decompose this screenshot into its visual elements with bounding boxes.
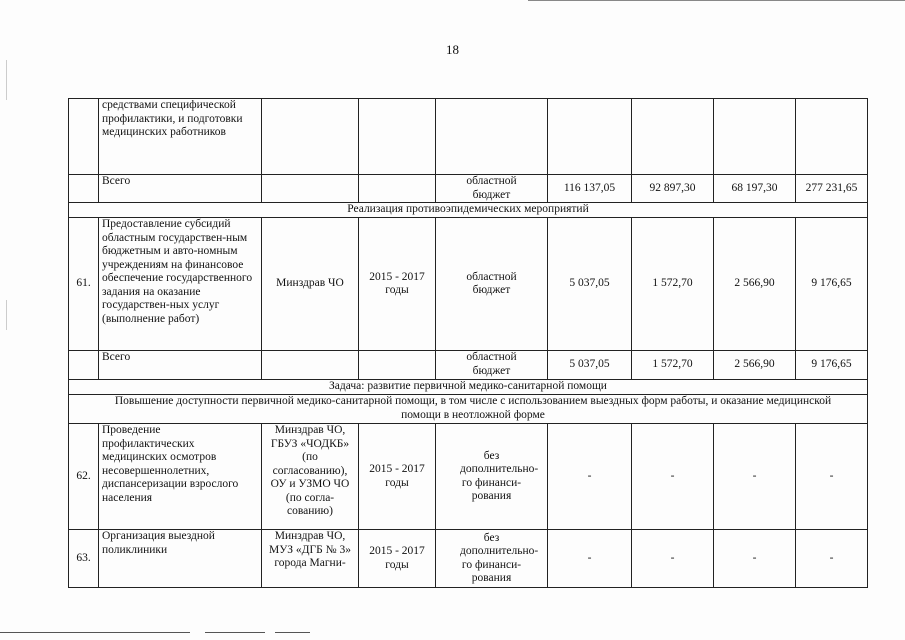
action-cell: Проведение профилактических медицинских осмотров несовершеннолетних, диспансеризации взрослого населения <box>99 424 262 530</box>
bottom-rule <box>0 632 190 633</box>
value-2017: 2 566,90 <box>714 218 796 351</box>
table-row <box>69 99 868 175</box>
value-total: - <box>796 424 868 530</box>
bottom-rule <box>205 632 265 633</box>
task-heading: Задача: развитие первичной медико-санитарной помощи <box>69 380 868 395</box>
scan-margin-mark <box>6 300 7 330</box>
value-2016: 1 572,70 <box>632 218 714 351</box>
row-number: 63. <box>69 530 99 588</box>
value-2015: 5 037,05 <box>548 218 632 351</box>
executor-cell: Минздрав ЧО, МУЗ «ДГБ № 3» города Магни- <box>262 530 359 588</box>
value-2015: - <box>548 530 632 588</box>
value-2016: 92 897,30 <box>632 175 714 203</box>
value-2015: 5 037,05 <box>548 351 632 380</box>
value-total: 277 231,65 <box>796 175 868 203</box>
funding-source: без дополнительно-го финанси-рования <box>436 424 548 530</box>
value-2016: - <box>632 530 714 588</box>
row-number: 61. <box>69 218 99 351</box>
value-2017: 68 197,30 <box>714 175 796 203</box>
scan-margin-mark <box>6 60 7 100</box>
funding-source: без дополнительно-го финанси-рования <box>436 530 548 588</box>
section-row <box>69 203 868 218</box>
period-cell: 2015 - 2017 годы <box>359 218 436 351</box>
value-2016: - <box>632 424 714 530</box>
executor-cell: Минздрав ЧО, ГБУЗ «ЧОДКБ» (по согласованию), ОУ и УЗМО ЧО (по согла-сованию) <box>262 424 359 530</box>
executor-cell: Минздрав ЧО <box>262 218 359 351</box>
period-cell: 2015 - 2017 годы <box>359 424 436 530</box>
table-row <box>69 218 868 351</box>
action-cell: Организация выездной поликлиники <box>99 530 262 588</box>
page-number: 18 <box>446 42 459 57</box>
action-cell: средствами специфической профилактики, и подготовки медицинских работников <box>99 99 262 175</box>
row-number: 62. <box>69 424 99 530</box>
funding-source: областной бюджет <box>436 218 548 351</box>
total-row <box>69 351 868 380</box>
section-heading: Реализация противоэпидемических мероприятий <box>69 203 868 218</box>
subtask-heading: Повышение доступности первичной медико-санитарной помощи, в том числе с использованием выездных форм работы, и оказание медицинской помощи в неотложной форме <box>69 395 868 424</box>
subtask-row <box>69 395 868 424</box>
bottom-rule <box>275 632 310 633</box>
value-total: 9 176,65 <box>796 218 868 351</box>
total-label: Всего <box>99 175 262 203</box>
table-row <box>69 424 868 530</box>
table-row <box>69 530 868 588</box>
period-cell: 2015 - 2017 годы <box>359 530 436 588</box>
value-2017: - <box>714 530 796 588</box>
action-cell: Предоставление субсидий областным государствен-ным бюджетным и авто-номным учреждениям на финансовое обеспечение государственного задания на оказание государствен-ных услуг (выполнение работ) <box>99 218 262 351</box>
funding-source: областной бюджет <box>436 175 548 203</box>
top-rule <box>528 0 905 1</box>
value-total: 9 176,65 <box>796 351 868 380</box>
total-label: Всего <box>99 351 262 380</box>
program-table <box>68 98 868 588</box>
value-2017: - <box>714 424 796 530</box>
value-2015: - <box>548 424 632 530</box>
value-2015: 116 137,05 <box>548 175 632 203</box>
value-total: - <box>796 530 868 588</box>
value-2016: 1 572,70 <box>632 351 714 380</box>
funding-source: областной бюджет <box>436 351 548 380</box>
value-2017: 2 566,90 <box>714 351 796 380</box>
total-row <box>69 175 868 203</box>
task-row <box>69 380 868 395</box>
